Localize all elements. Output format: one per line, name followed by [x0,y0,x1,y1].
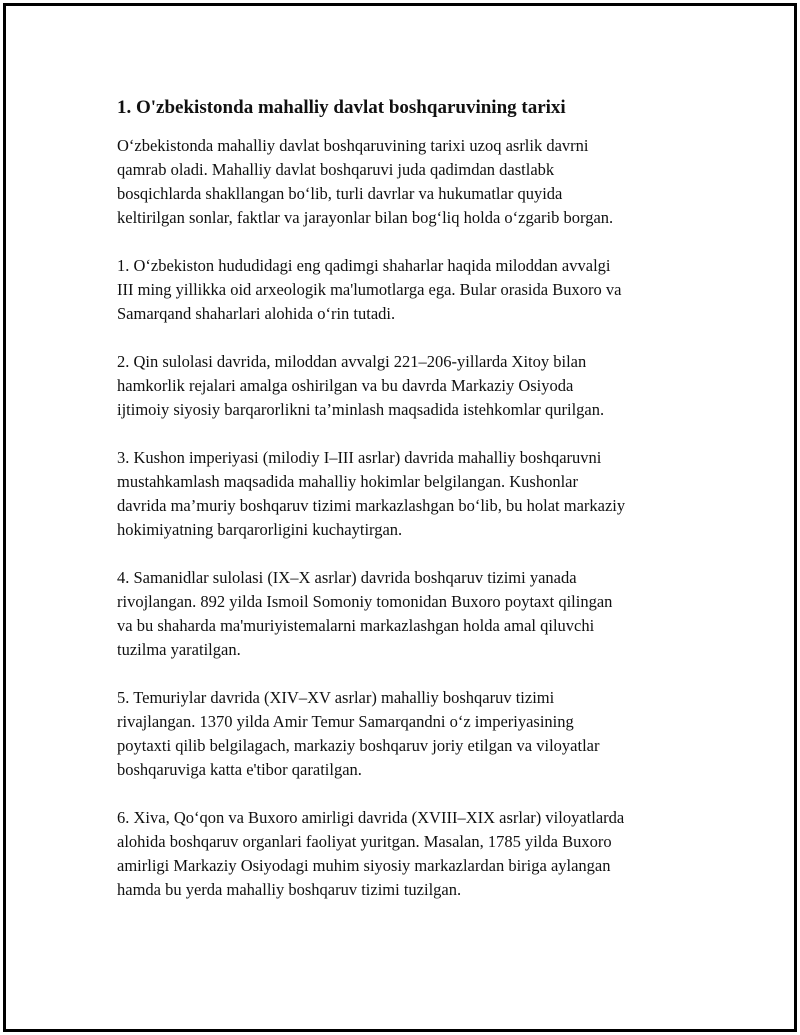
paragraph-line: 1. O‘zbekiston hududidagi eng qadimgi shaharlar haqida miloddan avvalgi [117,256,611,275]
paragraph-line: rivajlangan. 1370 yilda Amir Temur Samarqandni o‘z imperiyasining [117,712,574,731]
paragraph-line: hamkorlik rejalari amalga oshirilgan va bu davrda Markaziy Osiyoda [117,376,574,395]
paragraph-line: poytaxti qilib belgilagach, markaziy boshqaruv joriy etilgan va viloyatlar [117,736,600,755]
paragraph-line: qamrab oladi. Mahalliy davlat boshqaruvi juda qadimdan dastlabk [117,160,555,179]
paragraph-line: boshqaruviga katta e'tibor qaratilgan. [117,760,362,779]
paragraph-line: amirligi Markaziy Osiyodagi muhim siyosiy markazlardan biriga aylangan [117,856,611,875]
paragraph-line: III ming yillikka oid arxeologik ma'lumotlarga ega. Bular orasida Buxoro va [117,280,622,299]
paragraph-line: va bu shaharda ma'muriyistemalarni markazlashgan holda amal qiluvchi [117,616,595,635]
paragraph-line: ijtimoiy siyosiy barqarorlikni ta’minlash maqsadida istehkomlar qurilgan. [117,400,605,419]
paragraph-item-2 [117,350,707,422]
paragraph-line: Samarqand shaharlari alohida o‘rin tutadi. [117,304,396,323]
paragraph-line: 4. Samanidlar sulolasi (IX–X asrlar) davrida boshqaruv tizimi yanada [117,568,577,587]
document-body [117,96,707,926]
paragraph-item-5 [117,686,707,782]
paragraph-line: rivojlangan. 892 yilda Ismoil Somoniy tomonidan Buxoro poytaxt qilingan [117,592,613,611]
paragraph-line: 3. Kushon imperiyasi (milodiy I–III asrlar) davrida mahalliy boshqaruvni [117,448,602,467]
paragraph-line: 6. Xiva, Qo‘qon va Buxoro amirligi davrida (XVIII–XIX asrlar) viloyatlarda [117,808,625,827]
paragraph-line: 5. Temuriylar davrida (XIV–XV asrlar) mahalliy boshqaruv tizimi [117,688,555,707]
paragraph-line: hokimiyatning barqarorligini kuchaytirgan. [117,520,403,539]
intro-paragraph [117,134,707,230]
document-title: 1. O'zbekistonda mahalliy davlat boshqaruvining tarixi [117,97,566,118]
paragraph-line: O‘zbekistonda mahalliy davlat boshqaruvining tarixi uzoq asrlik davrni [117,136,589,155]
paragraph-item-6 [117,806,707,902]
paragraph-item-4 [117,566,707,662]
paragraph-line: bosqichlarda shakllangan bo‘lib, turli davrlar va hukumatlar quyida [117,184,563,203]
paragraph-line: hamda bu yerda mahalliy boshqaruv tizimi tuzilgan. [117,880,462,899]
paragraph-line: davrida ma’muriy boshqaruv tizimi markazlashgan bo‘lib, bu holat markaziy [117,496,626,515]
paragraph-line: 2. Qin sulolasi davrida, miloddan avvalgi 221–206-yillarda Xitoy bilan [117,352,587,371]
paragraph-item-1 [117,254,707,326]
paragraph-line: mustahkamlash maqsadida mahalliy hokimlar belgilangan. Kushonlar [117,472,578,491]
paragraph-item-3 [117,446,707,542]
paragraph-line: keltirilgan sonlar, faktlar va jarayonlar bilan bog‘liq holda o‘zgarib borgan. [117,208,614,227]
paragraph-line: alohida boshqaruv organlari faoliyat yuritgan. Masalan, 1785 yilda Buxoro [117,832,612,851]
paragraph-line: tuzilma yaratilgan. [117,640,241,659]
